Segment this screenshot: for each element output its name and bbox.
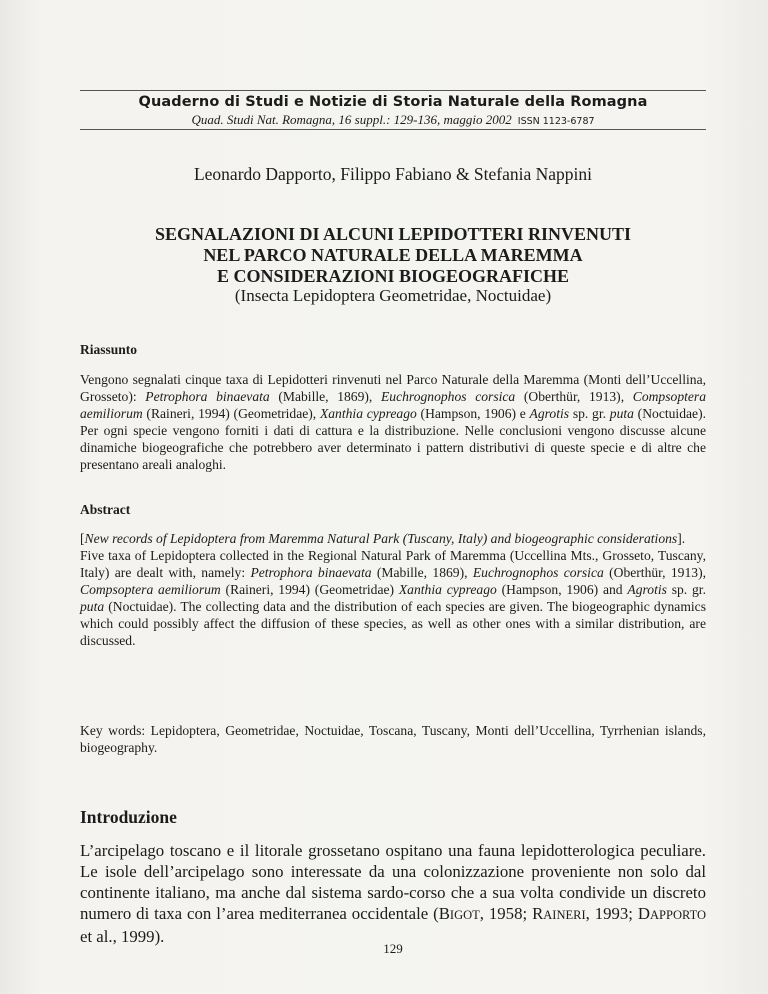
introduzione-paragraph: L’arcipelago toscano e il litorale grossetano ospitano una fauna lepidotterologica peculiare. Le isole dell’arcipelago sono interessate da una colonizzazione proveniente non solo dal continente italiano, ma anche dal sistema sardo-corso che a sua volta condivide un discreto numero di taxa con l’area mediterranea occidentale (BIGOT, 1958; RAINERI, 1993; DAPPORTO et al., 1999). [80, 841, 707, 946]
journal-name: Quaderno di Studi e Notizie di Storia Naturale della Romagna [138, 94, 648, 110]
abstract-body: Five taxa of Lepidoptera collected in the Regional Natural Park of Maremma (Uccellina Mts., Grosseto, Tuscany, Italy) are dealt with, namely: Petrophora binaevata (Mabille, 1869), Euchrognophos corsica (Oberthür, 1913), Compsoptera aemiliorum (Raineri, 1994) (Geometridae) Xanthia cypreago (Hampson, 1906) and Agrotis sp. gr. puta (Noctuidae). The collecting data and the distribution of each species are given. The biogeographic dynamics which could possibly affect the diffusion of these species, as well as other ones with a similar distribution, are discussed. [80, 548, 706, 648]
journal-header [80, 88, 706, 128]
journal-citation-text: Quad. Studi Nat. Romagna, 16 suppl.: 129-136, maggio 2002 [191, 112, 512, 127]
title-line-1: SEGNALAZIONI DI ALCUNI LEPIDOTTERI RINVENUTI [154, 224, 632, 244]
title-line-2: NEL PARCO NATURALE DELLA MAREMMA [203, 245, 583, 265]
authors: Leonardo Dapporto, Filippo Fabiano & Stefania Nappini [193, 164, 593, 184]
journal-issn: ISSN 1123-6787 [517, 116, 595, 127]
abstract-title: [New records of Lepidoptera from Maremma Natural Park (Tuscany, Italy) and biogeographic considerations]. [80, 531, 686, 546]
header-bottom-rule [80, 129, 706, 130]
page-number: 129 [383, 941, 403, 956]
keywords: Key words: Lepidoptera, Geometridae, Noctuidae, Toscana, Tuscany, Monti dell’Uccellina, Tyrrhenian islands, biogeography. [80, 723, 706, 755]
riassunto-heading: Riassunto [80, 342, 138, 357]
paper-subtitle: (Insecta Lepidoptera Geometridae, Noctuidae) [234, 286, 552, 305]
riassunto-paragraph: Vengono segnalati cinque taxa di Lepidotteri rinvenuti nel Parco Naturale della Maremma (Monti dell’Uccellina, Grosseto): Petrophora binaevata (Mabille, 1869), Euchrognophos corsica (Oberthür, 1913), Compsoptera aemiliorum (Raineri, 1994) (Geometridae), Xanthia cypreago (Hampson, 1906) e Agrotis sp. gr. puta (Noctuidae). Per ogni specie vengono forniti i dati di cattura e la distribuzione. Nelle conclusioni vengono discusse alcune dinamiche biogeografiche che potrebbero aver determinato i pattern distributivi di queste specie e di altre che presentano areali analoghi. [80, 372, 707, 472]
title-line-3: E CONSIDERAZIONI BIOGEOGRAFICHE [216, 266, 570, 286]
journal-citation [80, 112, 706, 128]
abstract-paragraph [80, 530, 706, 649]
abstract-heading: Abstract [80, 502, 131, 517]
introduzione-heading: Introduzione [80, 807, 177, 827]
paper-title [80, 224, 706, 287]
